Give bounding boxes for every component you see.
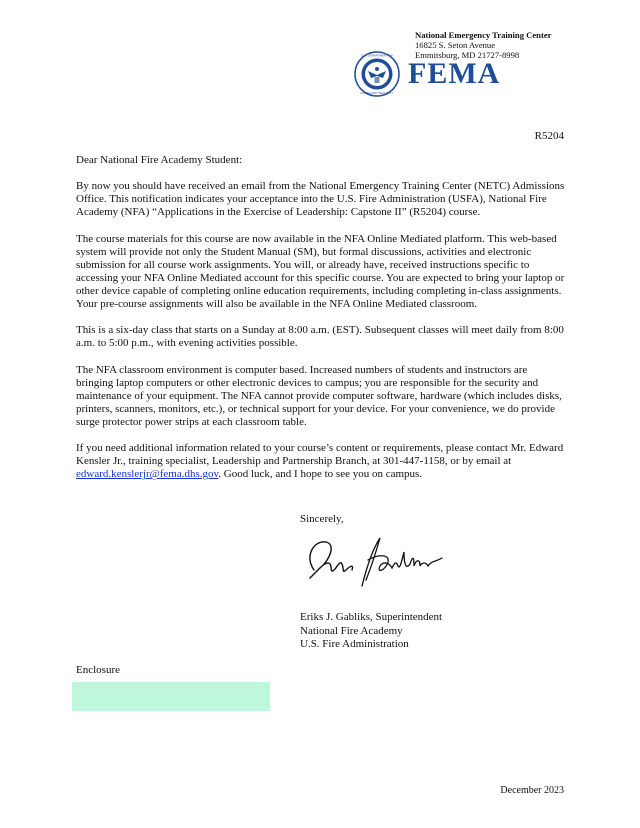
paragraph-materials: The course materials for this course are now available in the NFA Online Mediated platform. This web-based system will provide not only the Student Manual (SM), but formal discussions, activities and electronic submission for all course work assignments. You will, or already have, received instructions specific to accessing your NFA Online Mediated account for this specific course. You are expected to bring your laptop or other device capable of completing online education requirements, including completing in-class assignments. Your pre-course assignments will also be available in the NFA Online Mediated classroom. [76, 232, 565, 311]
dhs-seal-icon [354, 51, 400, 97]
paragraph-acceptance: By now you should have received an email from the National Emergency Training Center (NETC) Admissions Office. This notification indicates your acceptance into the U.S. Fire Administration (USFA), National Fire Academy (NFA) “Applications in the Exercise of Leadership: Capstone II” (R5204) course. [76, 180, 565, 219]
signatory-name: Eriks J. Gabliks, Superintendent [300, 611, 443, 623]
salutation: Dear National Fire Academy Student: [76, 154, 243, 166]
letterhead-org: National Emergency Training Center [415, 30, 552, 40]
course-code: R5204 [534, 130, 564, 142]
letterhead-street: 16825 S. Seton Avenue [415, 40, 496, 50]
letterhead-city: Emmitsburg, MD 21727-8998 [415, 50, 520, 60]
letter-body [76, 154, 566, 494]
signature-block [300, 611, 442, 652]
paragraph-contact [76, 442, 566, 481]
enclosure-label: Enclosure [76, 664, 120, 676]
paragraph-schedule: This is a six-day class that starts on a Sunday at 8:00 a.m. (EST). Subsequent classes will meet daily from 8:00 a.m. to 5:00 p.m., with evening activities possible. [76, 324, 564, 350]
signatory-org-2: U.S. Fire Administration [300, 638, 409, 650]
contact-email-link[interactable]: edward.kenslerjr@fema.dhs.gov [76, 468, 219, 481]
fema-logo [354, 50, 500, 98]
signature-image [296, 530, 446, 592]
svg-text:HOMELAND SECURITY: HOMELAND SECURITY [360, 91, 394, 95]
redaction-box [72, 682, 270, 711]
signatory-org-1: National Fire Academy [300, 624, 403, 637]
footer-date: December 2023 [500, 785, 564, 796]
contact-text: If you need additional information related to your course’s content or requirements, please contact Mr. Edward Kensler Jr., training specialist, Leadership and Partnership Branch, at 301-447-1158, or by email at [76, 442, 564, 468]
closing: Sincerely, [300, 513, 344, 525]
fema-wordmark: FEMA [408, 57, 501, 90]
svg-text:U.S. DEPARTMENT OF: U.S. DEPARTMENT OF [360, 53, 394, 58]
paragraph-computers: The NFA classroom environment is computer based. Increased numbers of students and instructors are bringing laptop computers or other electronic devices to campus; you are responsible for the security and maintenance of your equipment. The NFA cannot provide computer software, hardware (which includes disks, printers, scanners, monitors, etc.), or technical support for your device. For your convenience, we do provide surge protector power strips at each classroom table. [76, 363, 562, 428]
contact-text-end: . Good luck, and I hope to see you on campus. [218, 468, 423, 481]
